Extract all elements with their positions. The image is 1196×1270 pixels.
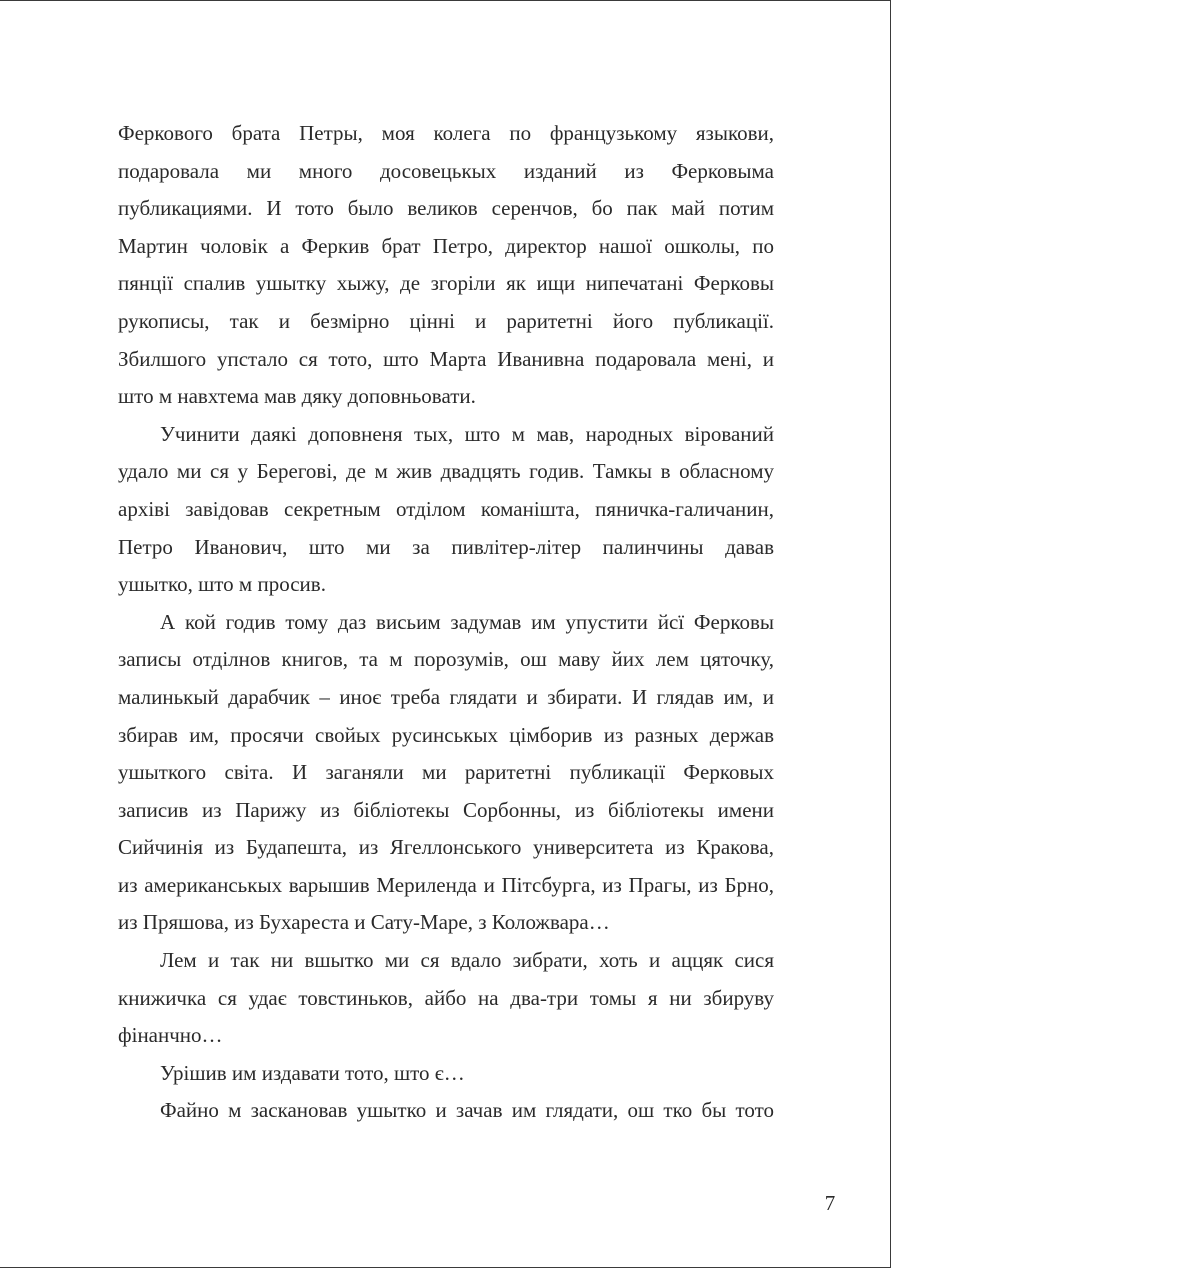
text-line: Збилшого упстало ся тото, што Марта Иванивна подаровала мені, и (118, 346, 774, 371)
text-line: малинькый дарабчик – иноє треба глядати и збирати. И глядав им, и (118, 684, 774, 709)
page-number: 7 (824, 1191, 836, 1215)
text-line: книжичка ся удає товстиньков, айбо на два-три томы я ни збируву (118, 985, 774, 1010)
text-line: рукописы, так и безмірно цінні и раритетні його публикації. (118, 308, 774, 333)
text-line: Урішив им издавати тото, што є… (160, 1060, 465, 1085)
text-line: Лем и так ни вшытко ми ся вдало зибрати, хоть и аццяк сися (160, 948, 774, 973)
text-line: Феркового брата Петры, моя колега по французькому языкови, (118, 121, 774, 145)
text-line: Мартин чоловік а Феркив брат Петро, директор нашої ошколы, по (118, 233, 774, 258)
text-line: из американськых варышив Мериленда и Пітсбурга, из Прагы, из Брно, (118, 872, 774, 897)
text-line: Петро Иванович, што ми за пивлітер-літер палинчины давав (118, 534, 774, 559)
text-line: публикациями. И тото было великов серенчов, бо пак май потим (118, 196, 774, 221)
text-line: збирав им, просячи свойых русинськых цімборив из разных держав (118, 722, 774, 747)
text-line: архіві завідовав секретным отділом команішта, пяничка-галичанин, (118, 496, 774, 521)
text-line: ушыткого світа. И заганяли ми раритетні публикації Ферковых (118, 760, 774, 785)
text-line: из Пряшова, из Бухареста и Сату-Маре, з Коложвара… (118, 910, 610, 935)
text-line: Сийчинія из Будапешта, из Ягеллонського университета из Кракова, (118, 835, 774, 860)
text-line: Файно м заскановав ушытко и зачав им глядати, ош тко бы тото (160, 1098, 774, 1123)
text-line: удало ми ся у Берегові, де м жив двадцять годив. Тамкы в обласному (118, 459, 774, 484)
text-line: пянції спалив ушытку хыжу, де згоріли як ищи нипечатані Ферковы (118, 271, 774, 296)
text-line: фінанчно… (118, 1023, 223, 1048)
body-text (118, 115, 774, 1130)
text-line: записы отділнов книгов, та м порозумів, ош маву йих лем цяточку, (118, 647, 774, 672)
text-line: што м навхтема мав дяку доповньовати. (118, 384, 476, 409)
text-line: Учинити даякі доповненя тых, што м мав, народных вірований (160, 421, 774, 446)
text-line: ушытко, што м просив. (118, 572, 326, 597)
text-line: подаровала ми много досовецькых изданий из Ферковыма (118, 158, 774, 183)
text-line: А кой годив тому даз висьим задумав им упустити йсї Ферковы (160, 609, 774, 634)
text-line: записив из Парижу из бібліотекы Сорбонны, из бібліотекы имени (118, 797, 774, 822)
